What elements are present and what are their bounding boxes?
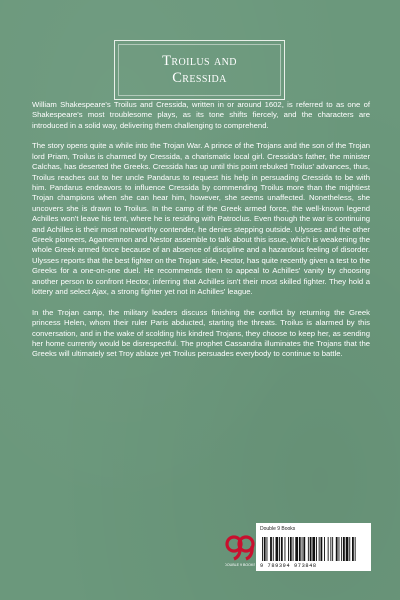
blurb-text [32, 100, 370, 370]
publisher-logo-text: DOUBLE 9 BOOKS [225, 563, 255, 567]
blurb-paragraph-1: William Shakespeare's Troilus and Cressida, written in or around 1602, is referred to as one of Shakespeare's most troublesome plays, as its tone shifts fiercely, and the characters are introduced in a solid way, delivering them challenging to comprehend. [32, 100, 370, 130]
title-frame [114, 40, 285, 100]
publisher-logo-icon [225, 532, 255, 568]
publisher-name: Double 9 Books [260, 526, 296, 532]
blurb-paragraph-3: In the Trojan camp, the military leaders discuss finishing the conflict by returning the Greek princess Helen, whom their ruler Paris abducted, starting the threats. Troilus is alarmed by this conversation, and in the wake of scolding his kindred Trojans, they choose to keep her, as sending her home currently would be disrespectful. The prophet Cassandra illuminates the Trojans that the Greeks will ultimately set Troy ablaze yet Troilus persuades everybody to continue to battle. [32, 307, 370, 359]
isbn-digits: 9 789394 973848 [260, 563, 317, 569]
barcode-panel [256, 523, 371, 571]
book-title-line-1: Troilus and [162, 53, 237, 69]
blurb-paragraph-2: The story opens quite a while into the Trojan War. A prince of the Trojans and the son of the Trojan lord Priam, Troilus is charmed by Cressida, a charismatic local girl. Cressida's father, the minister Calchas, has deserted the Greeks. Cressida has up until this point rebuked Troilus' advances, thus, Troilus reaches out to her uncle Pandarus to request his help in persuading Cressida to be with him. Pandarus endeavors to influence Cressida by commending Troilus more than the mightiest Trojan champions when she can hear him, however, she seems unaffected. Nonetheless, she uncovers she is drawn to Troilus. In the camp of the Greek armed force, the well-known legend Achilles won't leave his tent, where he is residing with Patroclus. Even though the war is continuing and Achilles is their most noteworthy contender, he denies stepping outside. Ulysses and the other Greek pioneers, Agamemnon and Nestor assemble to talk about this issue, which is weakening the whole Greek armed force because of an absence of discipline and a hazardous feeling of disorder. Ulysses reports that the best fighter on the Trojan side, Hector, has quite recently given a test to the Greeks for a one-on-one duel. He recommends them to appeal to Achilles' vanity by choosing another person to confront Hector, inferring that Achilles isn't their most skilled fighter. They hold a lottery and select Ajax, a strong fighter yet not in Achilles' league. [32, 141, 371, 297]
barcode-icon [260, 537, 367, 563]
book-title-line-2: Cressida [172, 70, 227, 86]
